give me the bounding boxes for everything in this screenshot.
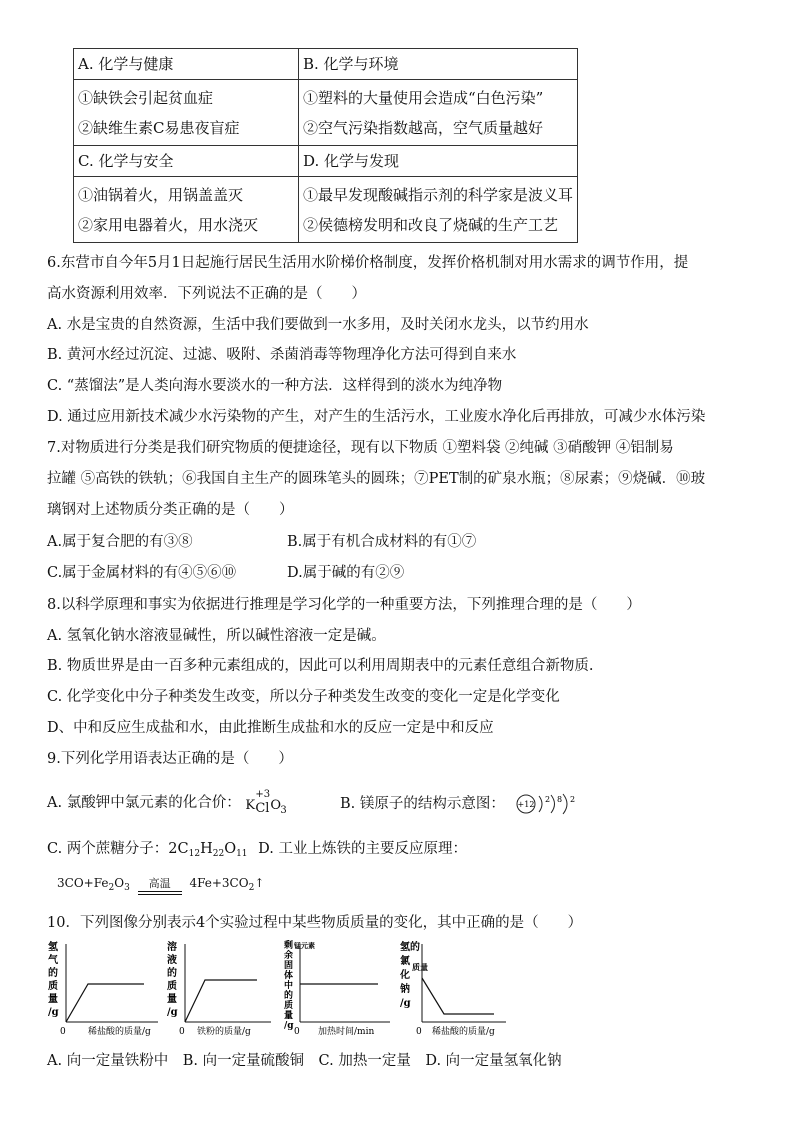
cell-c-line1: ①油锅着火，用锅盖盖灭 [78, 186, 244, 204]
cell-b-head: B. 化学与环境 [298, 49, 577, 80]
cell-d-line1: ①最早发现酸碱指示剂的科学家是波义耳 [302, 186, 573, 204]
q7-option-b: B.属于有机合成材料的有①⑦ [287, 534, 477, 550]
q7-option-d: D.属于碱的有②⑨ [287, 565, 405, 581]
q6-option-b: B. 黄河水经过沉淀、过滤、吸附、杀菌消毒等物理净化方法可得到自来水 [47, 347, 517, 363]
options-table [73, 48, 578, 243]
cell-c-body [74, 177, 299, 243]
graph-b-origin: 0 [179, 1027, 185, 1036]
atom-shell-2-count: 8 [557, 795, 563, 804]
q9-option-c-d [47, 838, 467, 865]
graph-b-curve [185, 980, 257, 1022]
sucrose-formula: $2C_{12}H_{22}O_{11}$ [168, 841, 248, 859]
svg-text:量: 量 [167, 994, 177, 1005]
svg-text:的: 的 [167, 968, 177, 979]
cell-b-line1: ①塑料的大量使用会造成“白色污染” [302, 89, 544, 107]
q6-stem-line1: 6.东营市自今年5月1日起施行居民生活用水阶梯价格制度，发挥价格机制对用水需求的调节作用，提 [47, 255, 689, 271]
cell-b-line2: ②空气污染指数越高，空气质量越好 [302, 119, 543, 137]
atom-shell-1 [539, 796, 542, 812]
q7-option-c: C.属于金属材料的有④⑤⑥⑩ [47, 565, 237, 581]
iron-smelting-equation: $3CO+Fe_2O_3$ 高温 $4Fe+3CO_2↑$ [57, 876, 265, 893]
q9-stem: 9.下列化学用语表达正确的是（ ） [47, 751, 293, 767]
kclo3-formula [245, 789, 301, 816]
graph-a-xlabel: 稀盐酸的质量/g [88, 1027, 151, 1036]
q7-option-a: A.属于复合肥的有③⑧ [47, 534, 193, 550]
q9-b-text: B. 镁原子的结构示意图： [340, 796, 505, 812]
svg-text:的: 的 [48, 968, 58, 979]
q6-option-c: C. “蒸馏法”是人类向海水要淡水的一种方法．这样得到的淡水为纯净物 [47, 378, 503, 394]
cell-b-body [298, 80, 577, 146]
svg-text:/g: /g [284, 1021, 294, 1031]
reaction-condition: 高温 [138, 878, 182, 895]
q6-option-d: D. 通过应用新技术减少水污染物的产生，对产生的生活污水，工业废水净化后再排放，可减少水体污染 [47, 409, 706, 425]
svg-text:气: 气 [48, 955, 58, 966]
graph-a-curve [66, 984, 144, 1022]
q9-a-text: A. 氯酸钾中氯元素的化合价： [47, 795, 241, 811]
q6-option-a: A. 水是宝贵的自然资源，生活中我们要做到一水多用，及时关闭水龙头，以节约用水 [47, 317, 589, 333]
graph-b [165, 938, 280, 1036]
graph-a [46, 938, 166, 1036]
q8-stem: 8.以科学原理和事实为依据进行推理是学习化学的一种重要方法，下列推理合理的是（ ） [47, 597, 641, 613]
svg-text:溶: 溶 [167, 942, 177, 953]
graph-c-ylabel-top: 锰元素 [294, 941, 315, 950]
svg-text:氢: 氢 [48, 942, 58, 953]
magnesium-atom-diagram [515, 792, 585, 816]
cell-d-body [298, 177, 577, 243]
svg-text:剩: 剩 [284, 941, 294, 951]
q9-d-text: D. 工业上炼铁的主要反应原理： [258, 841, 467, 857]
cell-d-line2: ②侯德榜发明和改良了烧碱的生产工艺 [302, 216, 558, 234]
graph-d [398, 940, 513, 1036]
q7-stem-line1: 7.对物质进行分类是我们研究物质的便捷途径，现有以下物质 ①塑料袋 ②纯碱 ③硝酸钾 ④铝制易 [47, 440, 674, 456]
q7-stem-line2: 拉罐 ⑤高铁的铁轨；⑥我国自主生产的圆珠笔头的圆珠；⑦PET制的矿泉水瓶；⑧尿素；⑨烧碱．⑩玻 [47, 471, 706, 487]
kclo3-o: O [270, 798, 281, 813]
atom-shell-3-count: 2 [570, 795, 576, 804]
svg-text:质: 质 [167, 981, 177, 992]
q8-option-c: C. 化学变化中分子种类发生改变，所以分子种类发生改变的变化一定是化学变化 [47, 689, 560, 705]
svg-text:质: 质 [48, 981, 58, 992]
kclo3-subscript: 3 [280, 805, 287, 816]
cell-d-head: D. 化学与发现 [298, 146, 577, 177]
svg-text:化: 化 [400, 970, 410, 981]
q8-option-b: B. 物质世界是由一百多种元素组成的，因此可以利用周期表中的元素任意组合新物质. [47, 658, 594, 674]
cell-a-head: A. 化学与健康 [74, 49, 299, 80]
atom-shell-1-count: 2 [545, 795, 551, 804]
svg-text:氯: 氯 [400, 956, 410, 967]
atom-shell-3 [563, 794, 567, 814]
svg-text:/g: /g [48, 1007, 59, 1018]
svg-text:的: 的 [284, 991, 294, 1001]
graph-d-curve [422, 978, 494, 1014]
svg-text:/g: /g [400, 998, 411, 1009]
atom-nucleus-label: +12 [518, 800, 535, 809]
svg-text:余: 余 [284, 951, 294, 961]
graph-d-xlabel: 稀盐酸的质量/g [432, 1027, 495, 1036]
graph-c [282, 940, 397, 1036]
svg-text:质: 质 [284, 1001, 294, 1011]
kclo3-cl: Cl [255, 801, 270, 816]
cell-a-line2: ②缺维生素C易患夜盲症 [78, 119, 240, 137]
graph-d-ylabel-mid: 质量 [412, 962, 428, 972]
cell-a-line1: ①缺铁会引起贫血症 [78, 89, 214, 107]
q8-option-d: D、中和反应生成盐和水，由此推断生成盐和水的反应一定是中和反应 [47, 720, 494, 736]
svg-text:氢的: 氢的 [400, 942, 420, 953]
svg-text:中: 中 [284, 981, 294, 991]
q7-stem-line3: 璃钢对上述物质分类正确的是（ ） [47, 502, 294, 518]
svg-text:钠: 钠 [400, 984, 410, 995]
cell-c-line2: ②家用电器着火，用水浇灭 [78, 216, 259, 234]
graph-c-xlabel: 加热时间/min [318, 1027, 375, 1036]
svg-text:体: 体 [284, 971, 294, 981]
q9-c-text: C. 两个蔗糖分子： [47, 841, 169, 857]
svg-text:量: 量 [48, 994, 58, 1005]
graph-d-origin: 0 [416, 1027, 422, 1036]
svg-text:量: 量 [284, 1011, 294, 1021]
cell-a-body [74, 80, 299, 146]
q9-option-b [340, 792, 585, 816]
graph-c-origin: 0 [294, 1027, 300, 1036]
svg-text:固: 固 [284, 961, 294, 971]
svg-text:液: 液 [167, 955, 177, 966]
q9-option-a [47, 789, 301, 816]
kclo3-valence: +3 [255, 789, 271, 800]
q6-stem-line2: 高水资源利用效率．下列说法不正确的是（ ） [47, 286, 366, 302]
svg-text:/g: /g [167, 1007, 178, 1018]
cell-c-head: C. 化学与安全 [74, 146, 299, 177]
graph-b-xlabel: 铁粉的质量/g [197, 1027, 251, 1036]
graph-a-origin: 0 [60, 1027, 66, 1036]
q10-stem: 10．下列图像分别表示4个实验过程中某些物质质量的变化，其中正确的是（ ） [47, 915, 583, 931]
q8-option-a: A. 氢氧化钠水溶液显碱性，所以碱性溶液一定是碱。 [47, 628, 386, 644]
kclo3-k: K [245, 798, 256, 813]
q10-options: A. 向一定量铁粉中 B. 向一定量硫酸铜 C. 加热一定量 D. 向一定量氢氧化钠 [47, 1053, 562, 1069]
atom-shell-2 [551, 795, 555, 813]
